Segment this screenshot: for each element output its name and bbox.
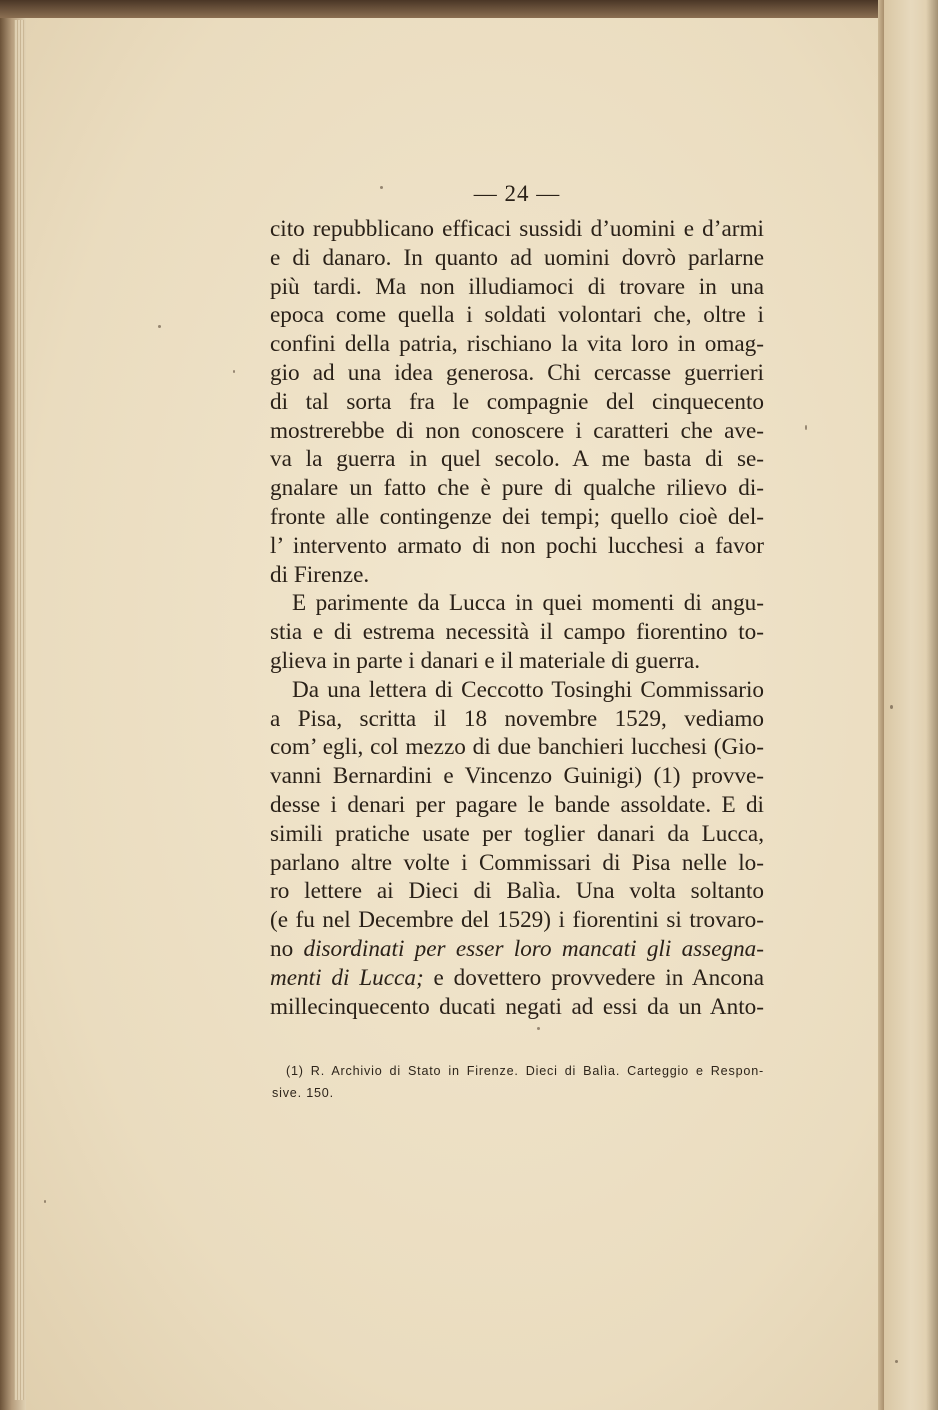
text-line: E parimente da Lucca in quei momenti di angu- (292, 590, 764, 617)
text-line: gio ad una idea generosa. Chi cercasse guerrieri (270, 359, 764, 386)
text-line: glieva in parte i danari e il materiale di guerra. (270, 647, 701, 674)
paper-speck (537, 1027, 540, 1030)
paper-speck (158, 325, 161, 328)
text-line: mostrerebbe di non conoscere i caratteri che ave- (270, 417, 764, 444)
text-line: desse i denari per pagare le bande assoldate. E di (270, 791, 764, 818)
footnote-line: sive. 150. (272, 1086, 334, 1100)
text-line: e di danaro. In quanto ad uomini dovrò parlarne (270, 244, 764, 271)
text-line: millecinquecento ducati negati ad essi da un Anto- (270, 993, 764, 1020)
text-fragment: e dovettero provvedere in Ancona (423, 964, 764, 991)
text-line: più tardi. Ma non illudiamoci di trovare in una (270, 273, 764, 300)
text-line: l’ intervento armato di non pochi lucchesi a favor (270, 532, 764, 559)
text-line: confini della patria, rischiano la vita loro in omag- (270, 331, 764, 358)
page-stack-edge (14, 20, 24, 1400)
text-line: di tal sorta fra le compagnie del cinquecento (270, 388, 764, 415)
italic-quote: disordinati per esser loro mancati gli assegna- (303, 935, 764, 962)
paper-speck (805, 425, 807, 430)
text-line: stia e di estrema necessità il campo fiorentino to- (270, 619, 764, 646)
text-line: vanni Bernardini e Vincenzo Guinigi) (1) provve- (270, 763, 764, 790)
text-line: epoca come quella i soldati volontari che, oltre i (270, 302, 764, 329)
paper-speck (890, 705, 893, 709)
page-number: — 24 — (473, 181, 561, 206)
text-line-italic-mixed (270, 964, 764, 993)
text-line: ro lettere ai Dieci di Balìa. Una volta soltanto (270, 878, 764, 905)
footnote (272, 1060, 764, 1104)
italic-quote: menti di Lucca; (270, 964, 424, 991)
text-line: va la guerra in quel secolo. A me basta di se- (270, 446, 764, 473)
paper-speck (44, 1200, 46, 1203)
text-line: cito repubblicano efficaci sussidi d’uomini e d’armi (270, 216, 764, 242)
footnote-line: (1) R. Archivio di Stato in Firenze. Dieci di Balìa. Carteggio e Respon- (286, 1064, 764, 1078)
text-fragment: no (270, 935, 304, 962)
body-text (270, 215, 764, 1021)
text-line: parlano altre volte i Commissari di Pisa nelle lo- (270, 849, 764, 876)
text-line: com’ egli, col mezzo di due banchieri lucchesi (Gio- (270, 734, 764, 761)
text-line: a Pisa, scritta il 18 novembre 1529, vediamo (270, 705, 764, 732)
text-line: simili pratiche usate per toglier danari da Lucca, (270, 820, 764, 847)
paper-speck (233, 370, 235, 373)
paper-speck (895, 1360, 898, 1363)
adjacent-page-shadow (926, 0, 938, 1410)
text-line: gnalare un fatto che è pure di qualche rilievo di- (270, 475, 764, 502)
text-line-italic-mixed (270, 935, 764, 964)
text-line: (e fu nel Decembre del 1529) i fiorentini si trovaro- (270, 907, 764, 934)
top-scan-border (0, 0, 938, 18)
text-line: fronte alle contingenze dei tempi; quello cioè del- (270, 503, 764, 530)
text-line: Da una lettera di Ceccotto Tosinghi Commissario (292, 676, 764, 703)
text-line: di Firenze. (270, 561, 370, 588)
paper-speck (380, 186, 383, 189)
